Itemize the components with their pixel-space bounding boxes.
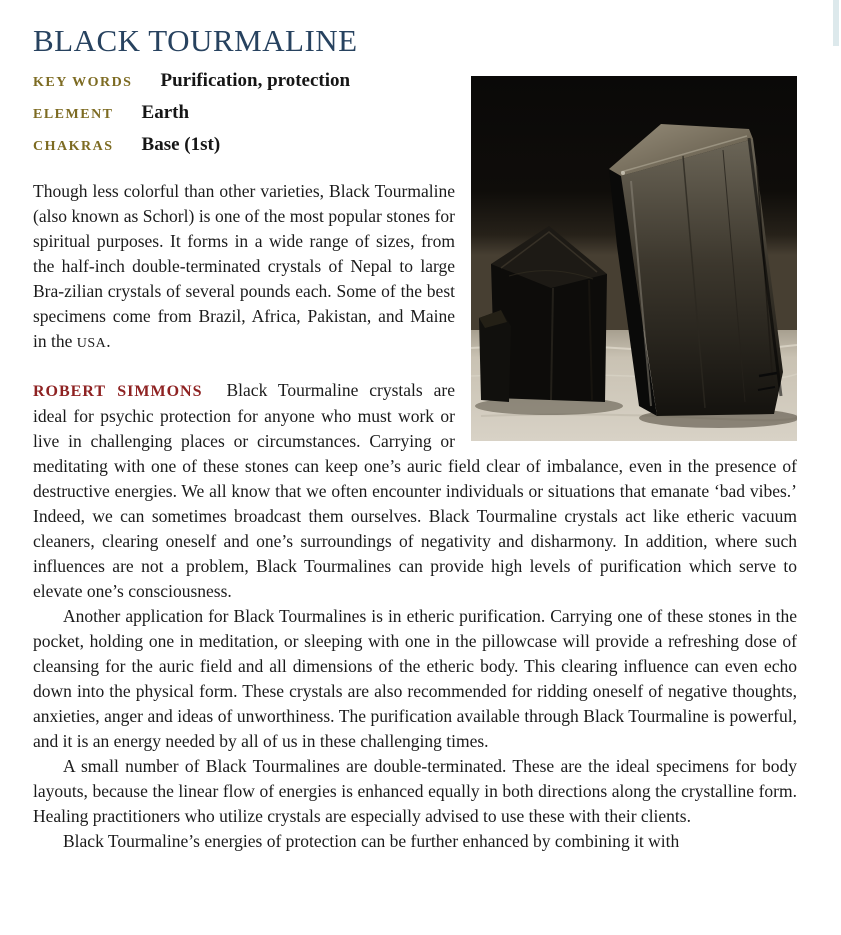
crystal-photo [471, 76, 797, 441]
usa-smallcaps: USA [76, 336, 107, 351]
attribute-label: ELEMENT [33, 107, 114, 122]
page-title: BLACK TOURMALINE [33, 23, 358, 58]
paragraph-truncated: Black Tourmaline’s energies of protection can be further enhanced by combining it with [63, 831, 680, 851]
attribute-value: Earth [141, 102, 190, 123]
paragraph: A small number of Black Tourmalines are double-terminated. These are the ideal specimens for body layouts, because the linear flow of energies is enhanced equally in both directions along the crystalline form. Healing practitioners who utilize crystals are especially advised to use these with their clients. [33, 756, 797, 826]
intro-text: Though less colorful than other varieties, Black Tourmaline (also known as Schorl) is one of the most popular stones for spiritual purposes. It forms in a wide range of sizes, from the half-inch double-terminated crystals of Nepal to large Bra-zilian crystals of several pounds each. Some of the best specimens come from Brazil, Africa, Pakistan, and Maine in the [33, 181, 455, 351]
author-name: ROBERT SIMMONS [33, 383, 203, 400]
attribute-label: CHAKRAS [33, 139, 114, 154]
attribute-label: KEY WORDS [33, 75, 133, 90]
paragraph: Another application for Black Tourmalines is in etheric purification. Carrying one of these stones in the pocket, holding one in meditation, or sleeping with one in the pillowcase will provide a refreshing dose of cleansing for the auric field and all dimensions of the etheric body. This clearing influence can even echo down into the physical form. These crystals are also recommended for ridding oneself of negative thoughts, anxieties, anger and ideas of unworthiness. The purification available through Black Tourmaline is powerful, and it is an energy needed by all of us in these challenging times. [33, 606, 797, 751]
intro-text-end: . [106, 331, 111, 351]
attribute-value: Base (1st) [141, 134, 221, 155]
author-section [33, 378, 797, 854]
crystal-photo-illustration [471, 76, 797, 441]
page-edge-artifact [833, 0, 839, 46]
attribute-value: Purification, protection [160, 70, 351, 91]
paragraph-text: Black Tourmaline crystals are ideal for psychic protection for anyone who must work or live in challenging places or circumstances. Carrying or meditating with one of these stones can keep one’s auric field clear of imbalance, even in the presence of destructive energies. We all know that we often encounter individuals or situations that emanate ‘bad vibes.’ Indeed, we can sometimes broadcast them ourselves. Black Tourmaline crystals act like etheric vacuum cleaners, clearing oneself and one’s surroundings of negativity and disharmony. In addition, where such influences are not a problem, Black Tourmalines can provide high levels of purification which serve to elevate one’s consciousness. [33, 380, 797, 601]
